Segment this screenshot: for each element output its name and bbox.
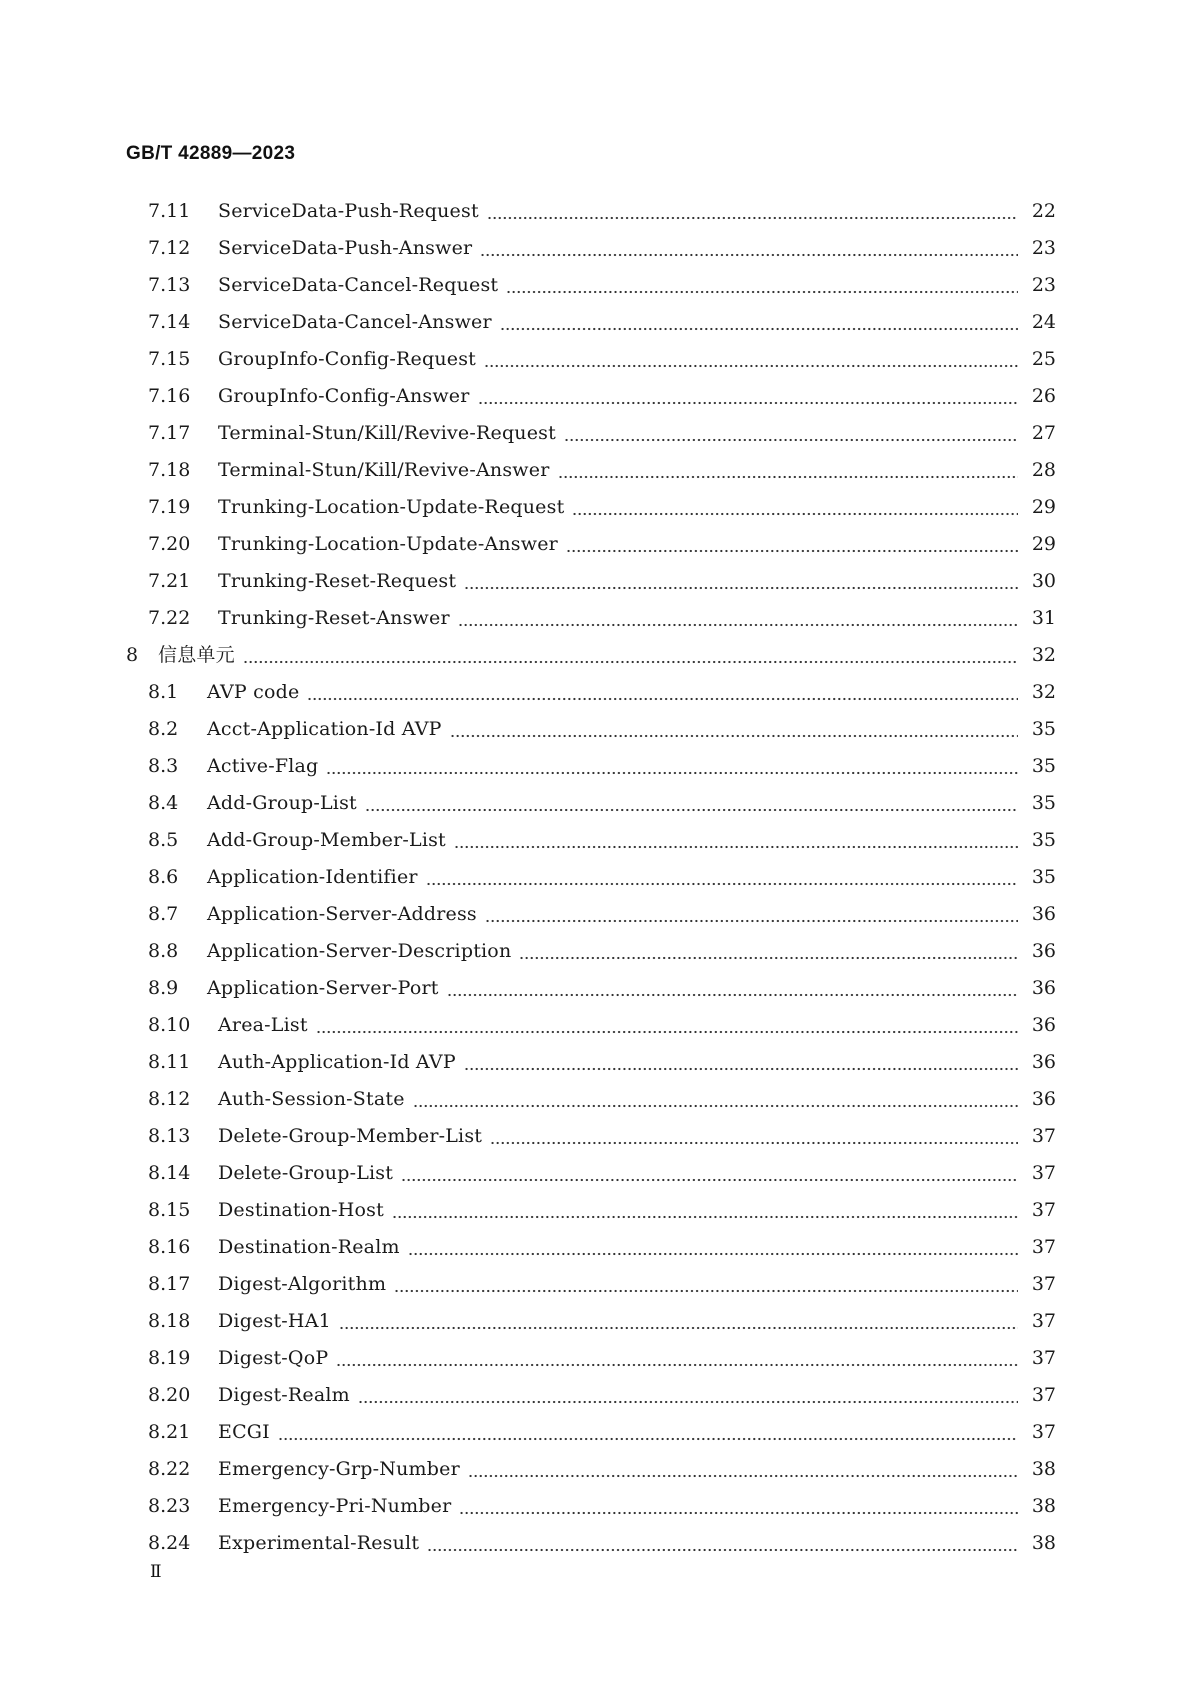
toc-entry-title: Area-List xyxy=(218,1014,308,1036)
toc-entry-page: 38 xyxy=(1031,1495,1056,1517)
toc-entry-page: 29 xyxy=(1031,533,1056,555)
toc-entry-page: 28 xyxy=(1031,459,1056,481)
toc-entry-number: 8.15 xyxy=(148,1199,191,1221)
toc-entry[interactable] xyxy=(126,1192,1056,1229)
toc-entry-title: ServiceData-Push-Request xyxy=(218,200,479,222)
toc-dot-leader xyxy=(413,1081,1018,1118)
toc-entry-number: 8.17 xyxy=(148,1273,191,1295)
toc-dot-leader xyxy=(484,341,1018,378)
toc-entry[interactable] xyxy=(126,711,1056,748)
toc-entry-page: 35 xyxy=(1031,792,1056,814)
toc-dot-leader xyxy=(316,1007,1018,1044)
toc-entry-number: 8 xyxy=(126,644,139,666)
toc-entry-page: 36 xyxy=(1031,1088,1056,1110)
toc-entry-number: 8.12 xyxy=(148,1088,191,1110)
toc-entry[interactable] xyxy=(126,785,1056,822)
toc-entry-title: ServiceData-Cancel-Answer xyxy=(218,311,492,333)
toc-entry-title: ECGI xyxy=(218,1421,270,1443)
toc-entry-title: Add-Group-List xyxy=(207,792,357,814)
toc-dot-leader xyxy=(243,637,1018,674)
toc-entry-number: 8.1 xyxy=(148,681,179,703)
toc-entry-page: 37 xyxy=(1031,1236,1056,1258)
toc-entry-title: Delete-Group-Member-List xyxy=(218,1125,483,1147)
toc-entry-number: 7.12 xyxy=(148,237,191,259)
toc-entry[interactable] xyxy=(126,1377,1056,1414)
toc-entry[interactable] xyxy=(126,563,1056,600)
toc-entry-number: 7.21 xyxy=(148,570,191,592)
toc-entry-title: Trunking-Reset-Answer xyxy=(218,607,450,629)
toc-entry-title: Destination-Realm xyxy=(218,1236,400,1258)
toc-entry-page: 36 xyxy=(1031,903,1056,925)
toc-entry-title: Trunking-Reset-Request xyxy=(218,570,457,592)
toc-entry-number: 8.10 xyxy=(148,1014,191,1036)
toc-entry-title: Auth-Session-State xyxy=(218,1088,405,1110)
toc-entry-page: 37 xyxy=(1031,1310,1056,1332)
toc-entry-page: 30 xyxy=(1031,570,1056,592)
toc-entry-number: 7.20 xyxy=(148,533,191,555)
toc-entry-number: 7.14 xyxy=(148,311,191,333)
toc-entry-page: 26 xyxy=(1031,385,1056,407)
toc-entry-page: 32 xyxy=(1031,681,1056,703)
toc-dot-leader xyxy=(506,267,1018,304)
toc-entry-number: 8.6 xyxy=(148,866,179,888)
toc-entry-number: 7.17 xyxy=(148,422,191,444)
toc-dot-leader xyxy=(464,563,1018,600)
toc-entry-title: Digest-Realm xyxy=(218,1384,350,1406)
toc-entry-page: 35 xyxy=(1031,829,1056,851)
toc-entry[interactable] xyxy=(126,748,1056,785)
toc-entry-number: 8.23 xyxy=(148,1495,191,1517)
toc-entry-title: Application-Server-Description xyxy=(207,940,512,962)
toc-dot-leader xyxy=(566,526,1018,563)
toc-entry-number: 7.15 xyxy=(148,348,191,370)
toc-entry-title: Emergency-Grp-Number xyxy=(218,1458,460,1480)
toc-entry-title: Destination-Host xyxy=(218,1199,384,1221)
toc-entry-page: 35 xyxy=(1031,866,1056,888)
toc-entry-number: 8.16 xyxy=(148,1236,191,1258)
toc-dot-leader xyxy=(278,1414,1018,1451)
toc-entry-title: Emergency-Pri-Number xyxy=(218,1495,452,1517)
toc-entry[interactable] xyxy=(126,1488,1056,1525)
toc-dot-leader xyxy=(464,1044,1018,1081)
toc-dot-leader xyxy=(558,452,1019,489)
toc-dot-leader xyxy=(500,304,1018,341)
toc-entry[interactable] xyxy=(126,1118,1056,1155)
toc-dot-leader xyxy=(487,193,1018,230)
toc-entry-number: 8.13 xyxy=(148,1125,191,1147)
toc-entry-page: 36 xyxy=(1031,977,1056,999)
toc-dot-leader xyxy=(447,970,1018,1007)
toc-entry-title: GroupInfo-Config-Request xyxy=(218,348,477,370)
toc-entry[interactable] xyxy=(126,193,1056,230)
toc-entry-number: 8.2 xyxy=(148,718,179,740)
toc-entry-page: 24 xyxy=(1031,311,1056,333)
toc-entry-page: 38 xyxy=(1031,1458,1056,1480)
toc-dot-leader xyxy=(394,1266,1018,1303)
toc-dot-leader xyxy=(468,1451,1018,1488)
toc-entry-number: 7.13 xyxy=(148,274,191,296)
toc-entry-title: Digest-QoP xyxy=(218,1347,329,1369)
toc-entry-title: Digest-HA1 xyxy=(218,1310,331,1332)
toc-dot-leader xyxy=(480,230,1018,267)
toc-entry-number: 8.19 xyxy=(148,1347,191,1369)
toc-entry[interactable] xyxy=(126,304,1056,341)
toc-entry-title: Digest-Algorithm xyxy=(218,1273,387,1295)
toc-entry[interactable] xyxy=(126,415,1056,452)
toc-entry-page: 36 xyxy=(1031,940,1056,962)
toc-entry-page: 29 xyxy=(1031,496,1056,518)
toc-entry-title: Terminal-Stun/Kill/Revive-Request xyxy=(218,422,556,444)
toc-entry-number: 8.4 xyxy=(148,792,179,814)
toc-dot-leader xyxy=(459,1488,1018,1525)
toc-entry-page: 37 xyxy=(1031,1199,1056,1221)
toc-entry-page: 35 xyxy=(1031,755,1056,777)
toc-entry-page: 25 xyxy=(1031,348,1056,370)
toc-entry-number: 8.22 xyxy=(148,1458,191,1480)
toc-entry-page: 37 xyxy=(1031,1162,1056,1184)
toc-entry[interactable] xyxy=(126,674,1056,711)
toc-entry-page: 35 xyxy=(1031,718,1056,740)
standard-code-header: GB/T 42889—2023 xyxy=(126,143,296,164)
toc-entry-number: 8.5 xyxy=(148,829,179,851)
toc-entry-page: 37 xyxy=(1031,1347,1056,1369)
toc-entry-number: 7.22 xyxy=(148,607,191,629)
toc-entry-number: 7.11 xyxy=(148,200,191,222)
toc-dot-leader xyxy=(450,711,1018,748)
toc-entry[interactable] xyxy=(126,341,1056,378)
toc-dot-leader xyxy=(490,1118,1018,1155)
toc-entry[interactable] xyxy=(126,230,1056,267)
toc-entry[interactable] xyxy=(126,933,1056,970)
toc-entry[interactable] xyxy=(126,489,1056,526)
toc-entry-title: Application-Server-Address xyxy=(207,903,477,925)
toc-entry-title: Application-Identifier xyxy=(207,866,418,888)
toc-dot-leader xyxy=(426,859,1018,896)
toc-entry[interactable] xyxy=(126,378,1056,415)
toc-entry-page: 37 xyxy=(1031,1421,1056,1443)
toc-entry-page: 23 xyxy=(1031,274,1056,296)
toc-entry[interactable] xyxy=(126,452,1056,489)
toc-entry[interactable] xyxy=(126,1044,1056,1081)
toc-dot-leader xyxy=(401,1155,1018,1192)
toc-dot-leader xyxy=(326,748,1018,785)
toc-dot-leader xyxy=(572,489,1018,526)
toc-dot-leader xyxy=(427,1525,1018,1562)
toc-entry-title: Trunking-Location-Update-Answer xyxy=(218,533,558,555)
toc-entry-page: 22 xyxy=(1031,200,1056,222)
toc-dot-leader xyxy=(365,785,1018,822)
toc-entry-number: 7.19 xyxy=(148,496,191,518)
toc-entry-title: Auth-Application-Id AVP xyxy=(218,1051,456,1073)
toc-entry-title: Acct-Application-Id AVP xyxy=(207,718,442,740)
toc-dot-leader xyxy=(339,1303,1018,1340)
toc-entry-number: 8.21 xyxy=(148,1421,191,1443)
toc-entry-number: 8.9 xyxy=(148,977,179,999)
toc-entry-title: Experimental-Result xyxy=(218,1532,420,1554)
toc-entry-title: AVP code xyxy=(207,681,300,703)
toc-entry-page: 37 xyxy=(1031,1384,1056,1406)
toc-entry[interactable] xyxy=(126,526,1056,563)
toc-entry[interactable] xyxy=(126,1266,1056,1303)
toc-entry[interactable] xyxy=(126,1081,1056,1118)
toc-entry[interactable] xyxy=(126,1229,1056,1266)
toc-dot-leader xyxy=(307,674,1018,711)
toc-entry-page: 37 xyxy=(1031,1125,1056,1147)
toc-entry[interactable] xyxy=(126,637,1056,674)
toc-entry-page: 36 xyxy=(1031,1014,1056,1036)
toc-entry-title: GroupInfo-Config-Answer xyxy=(218,385,470,407)
toc-entry[interactable] xyxy=(126,1340,1056,1377)
toc-dot-leader xyxy=(485,896,1018,933)
toc-entry-page: 36 xyxy=(1031,1051,1056,1073)
toc-entry-number: 8.20 xyxy=(148,1384,191,1406)
toc-entry-title: Add-Group-Member-List xyxy=(207,829,446,851)
toc-entry[interactable] xyxy=(126,600,1056,637)
toc-entry-title: Delete-Group-List xyxy=(218,1162,394,1184)
toc-entry-title: Terminal-Stun/Kill/Revive-Answer xyxy=(218,459,550,481)
toc-entry[interactable] xyxy=(126,1303,1056,1340)
toc-dot-leader xyxy=(392,1192,1018,1229)
page-number: Ⅱ xyxy=(150,1562,162,1582)
toc-entry-number: 8.14 xyxy=(148,1162,191,1184)
toc-entry-number: 8.18 xyxy=(148,1310,191,1332)
toc-entry-title: Application-Server-Port xyxy=(207,977,439,999)
toc-dot-leader xyxy=(478,378,1018,415)
toc-entry[interactable] xyxy=(126,1451,1056,1488)
toc-entry-page: 23 xyxy=(1031,237,1056,259)
toc-entry[interactable] xyxy=(126,896,1056,933)
toc-entry-page: 38 xyxy=(1031,1532,1056,1554)
toc-dot-leader xyxy=(358,1377,1018,1414)
toc-entry[interactable] xyxy=(126,822,1056,859)
toc-entry-number: 8.24 xyxy=(148,1532,191,1554)
toc-dot-leader xyxy=(336,1340,1018,1377)
toc-entry-number: 8.7 xyxy=(148,903,179,925)
toc-dot-leader xyxy=(519,933,1018,970)
toc-entry-page: 37 xyxy=(1031,1273,1056,1295)
toc-entry-title: ServiceData-Cancel-Request xyxy=(218,274,499,296)
toc-entry-title: Trunking-Location-Update-Request xyxy=(218,496,565,518)
toc-entry[interactable] xyxy=(126,1007,1056,1044)
toc-entry-page: 31 xyxy=(1031,607,1056,629)
toc-entry-number: 8.11 xyxy=(148,1051,191,1073)
toc-entry[interactable] xyxy=(126,1414,1056,1451)
toc-entry[interactable] xyxy=(126,1155,1056,1192)
toc-entry-number: 7.18 xyxy=(148,459,191,481)
toc-entry-page: 32 xyxy=(1031,644,1056,666)
toc-entry-title: ServiceData-Push-Answer xyxy=(218,237,473,259)
toc-dot-leader xyxy=(458,600,1018,637)
toc-entry-number: 8.3 xyxy=(148,755,179,777)
toc-entry[interactable] xyxy=(126,267,1056,304)
toc-entry-number: 7.16 xyxy=(148,385,191,407)
table-of-contents xyxy=(126,193,1056,1562)
toc-entry-title: 信息单元 xyxy=(158,644,235,666)
toc-entry-title: Active-Flag xyxy=(207,755,319,777)
toc-entry[interactable] xyxy=(126,859,1056,896)
toc-dot-leader xyxy=(564,415,1018,452)
toc-entry[interactable] xyxy=(126,970,1056,1007)
toc-dot-leader xyxy=(408,1229,1018,1266)
toc-dot-leader xyxy=(454,822,1018,859)
toc-entry-number: 8.8 xyxy=(148,940,179,962)
toc-entry-page: 27 xyxy=(1031,422,1056,444)
toc-entry[interactable] xyxy=(126,1525,1056,1562)
